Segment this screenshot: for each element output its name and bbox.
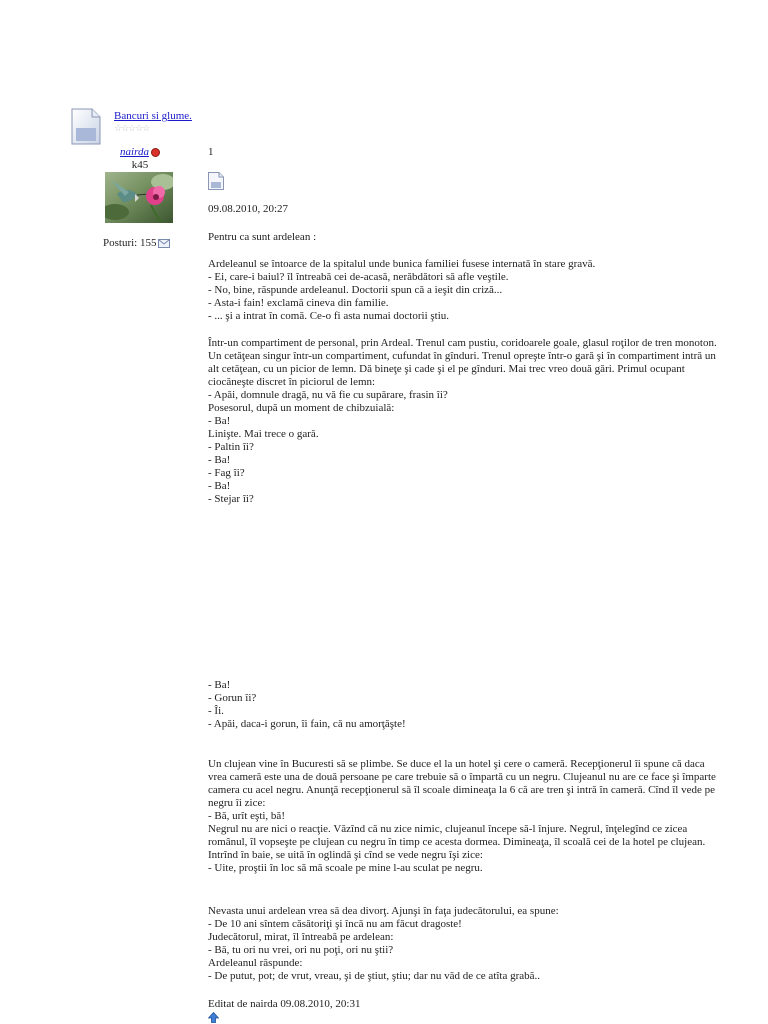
author-post-count [103, 237, 170, 250]
joke-train-ending: - Ba! - Gorun îi? - Îi. - Apăi, daca-i gorun, îi fain, că nu amorţăşte! [208, 679, 406, 730]
edited-note: Editat de nairda 09.08.2010, 20:31 [208, 998, 361, 1010]
post-count-label: Posturi: 155 [103, 237, 157, 249]
joke-hospital: Ardeleanul se întoarce de la spitalul unde bunica familiei fusese internată în stare gravă. - Ei, care-i baiul? îl întreabă cei de-acasă, nerăbdători să afle veştile. - No, bine, răspunde ardeleanul. Doctorii spun că a ieşit din criză... - Asta-i fain! exclamă cineva din familie. - ... şi a intrat în comă. Ce-o fi asta numai doctorii ştiu. [208, 258, 596, 322]
joke-train: Într-un compartiment de personal, prin Ardeal. Trenul cam pustiu, coridoarele goale, glasul roţilor de tren monoton. Un cetăţean singur într-un compartiment, cufundat în gînduri. Trenul opreşte într-o gară şi în compartiment intră un alt cetăţean, cu un picior de lemn. Dă bineţe şi cade şi el pe gînduri. Mai trec vreo două gări. Primul ocupant ciocăneşte discret în piciorul de lemn: - Apăi, domnule dragă, nu vă fie cu supărare, frasin îi? Posesorul, după un moment de chibzuială: - Ba! Linişte. Mai trece o gară. - Paltin îi? - Ba! - Fag îi? - Ba! - Stejar îi? [208, 337, 717, 505]
post-intro: Pentru ca sunt ardelean : [208, 231, 317, 243]
author-rank: k45 [131, 159, 149, 171]
author-info [100, 146, 180, 172]
post-number: 1 [208, 146, 214, 158]
up-arrow-icon[interactable] [208, 1012, 219, 1023]
joke-divorce: Nevasta unui ardelean vrea să dea divorţ. Ajunşi în faţa judecătorului, ea spune: - De 10 ani sîntem căsătoriţi şi încă nu am făcut dragoste! Judecătorul, mirat, îl întreabă pe ardelean: - Bă, tu ori nu vrei, ori nu poţi, ori nu ştii? Ardeleanul răspunde: - De putut, pot; de vrut, vreau, şi de ştiut, ştiu; dar nu văd de ce atîta grabă.. [208, 905, 559, 982]
offline-status-icon [151, 148, 160, 157]
author-avatar [105, 172, 173, 223]
post-document-icon [208, 172, 224, 190]
topic-document-icon [71, 108, 101, 145]
forum-title-link[interactable]: Bancuri si glume. [114, 110, 192, 122]
mail-icon[interactable] [158, 239, 170, 248]
rating-stars: ☆☆☆☆☆ [114, 123, 150, 133]
author-username[interactable]: nairda [120, 146, 149, 158]
post-date: 09.08.2010, 20:27 [208, 203, 289, 215]
joke-hotel: Un clujean vine în Bucuresti să se plimbe. Se duce el la un hotel şi cere o cameră. Recepţionerul îi spune că daca vrea cameră este una de două persoane pe care trebuie să o împartă cu un negru. Clujeanul nu are ce face şi împarte camera cu acel negru. Anunţă recepţionerul să îl scoale dimineaţa la 6 că are tren şi intră în cameră. Cînd îl vede pe negru îi zice: - Bă, urît eşti, bă! Negrul nu are nici o reacţie. Văzînd că nu zice nimic, clujeanul începe să-l înjure. Negrul, înţelegînd ce zicea românul, îl vopseşte pe clujean cu negru în timp ce acesta dormea. Dimineaţa, îl scoală cei de la hotel pe clujean. Intrînd în baie, se uită în oglindă şi cînd se vede negru îşi zice: - Uite, proştii în loc să mă scoale pe mine l-au sculat pe negru. [208, 758, 716, 874]
